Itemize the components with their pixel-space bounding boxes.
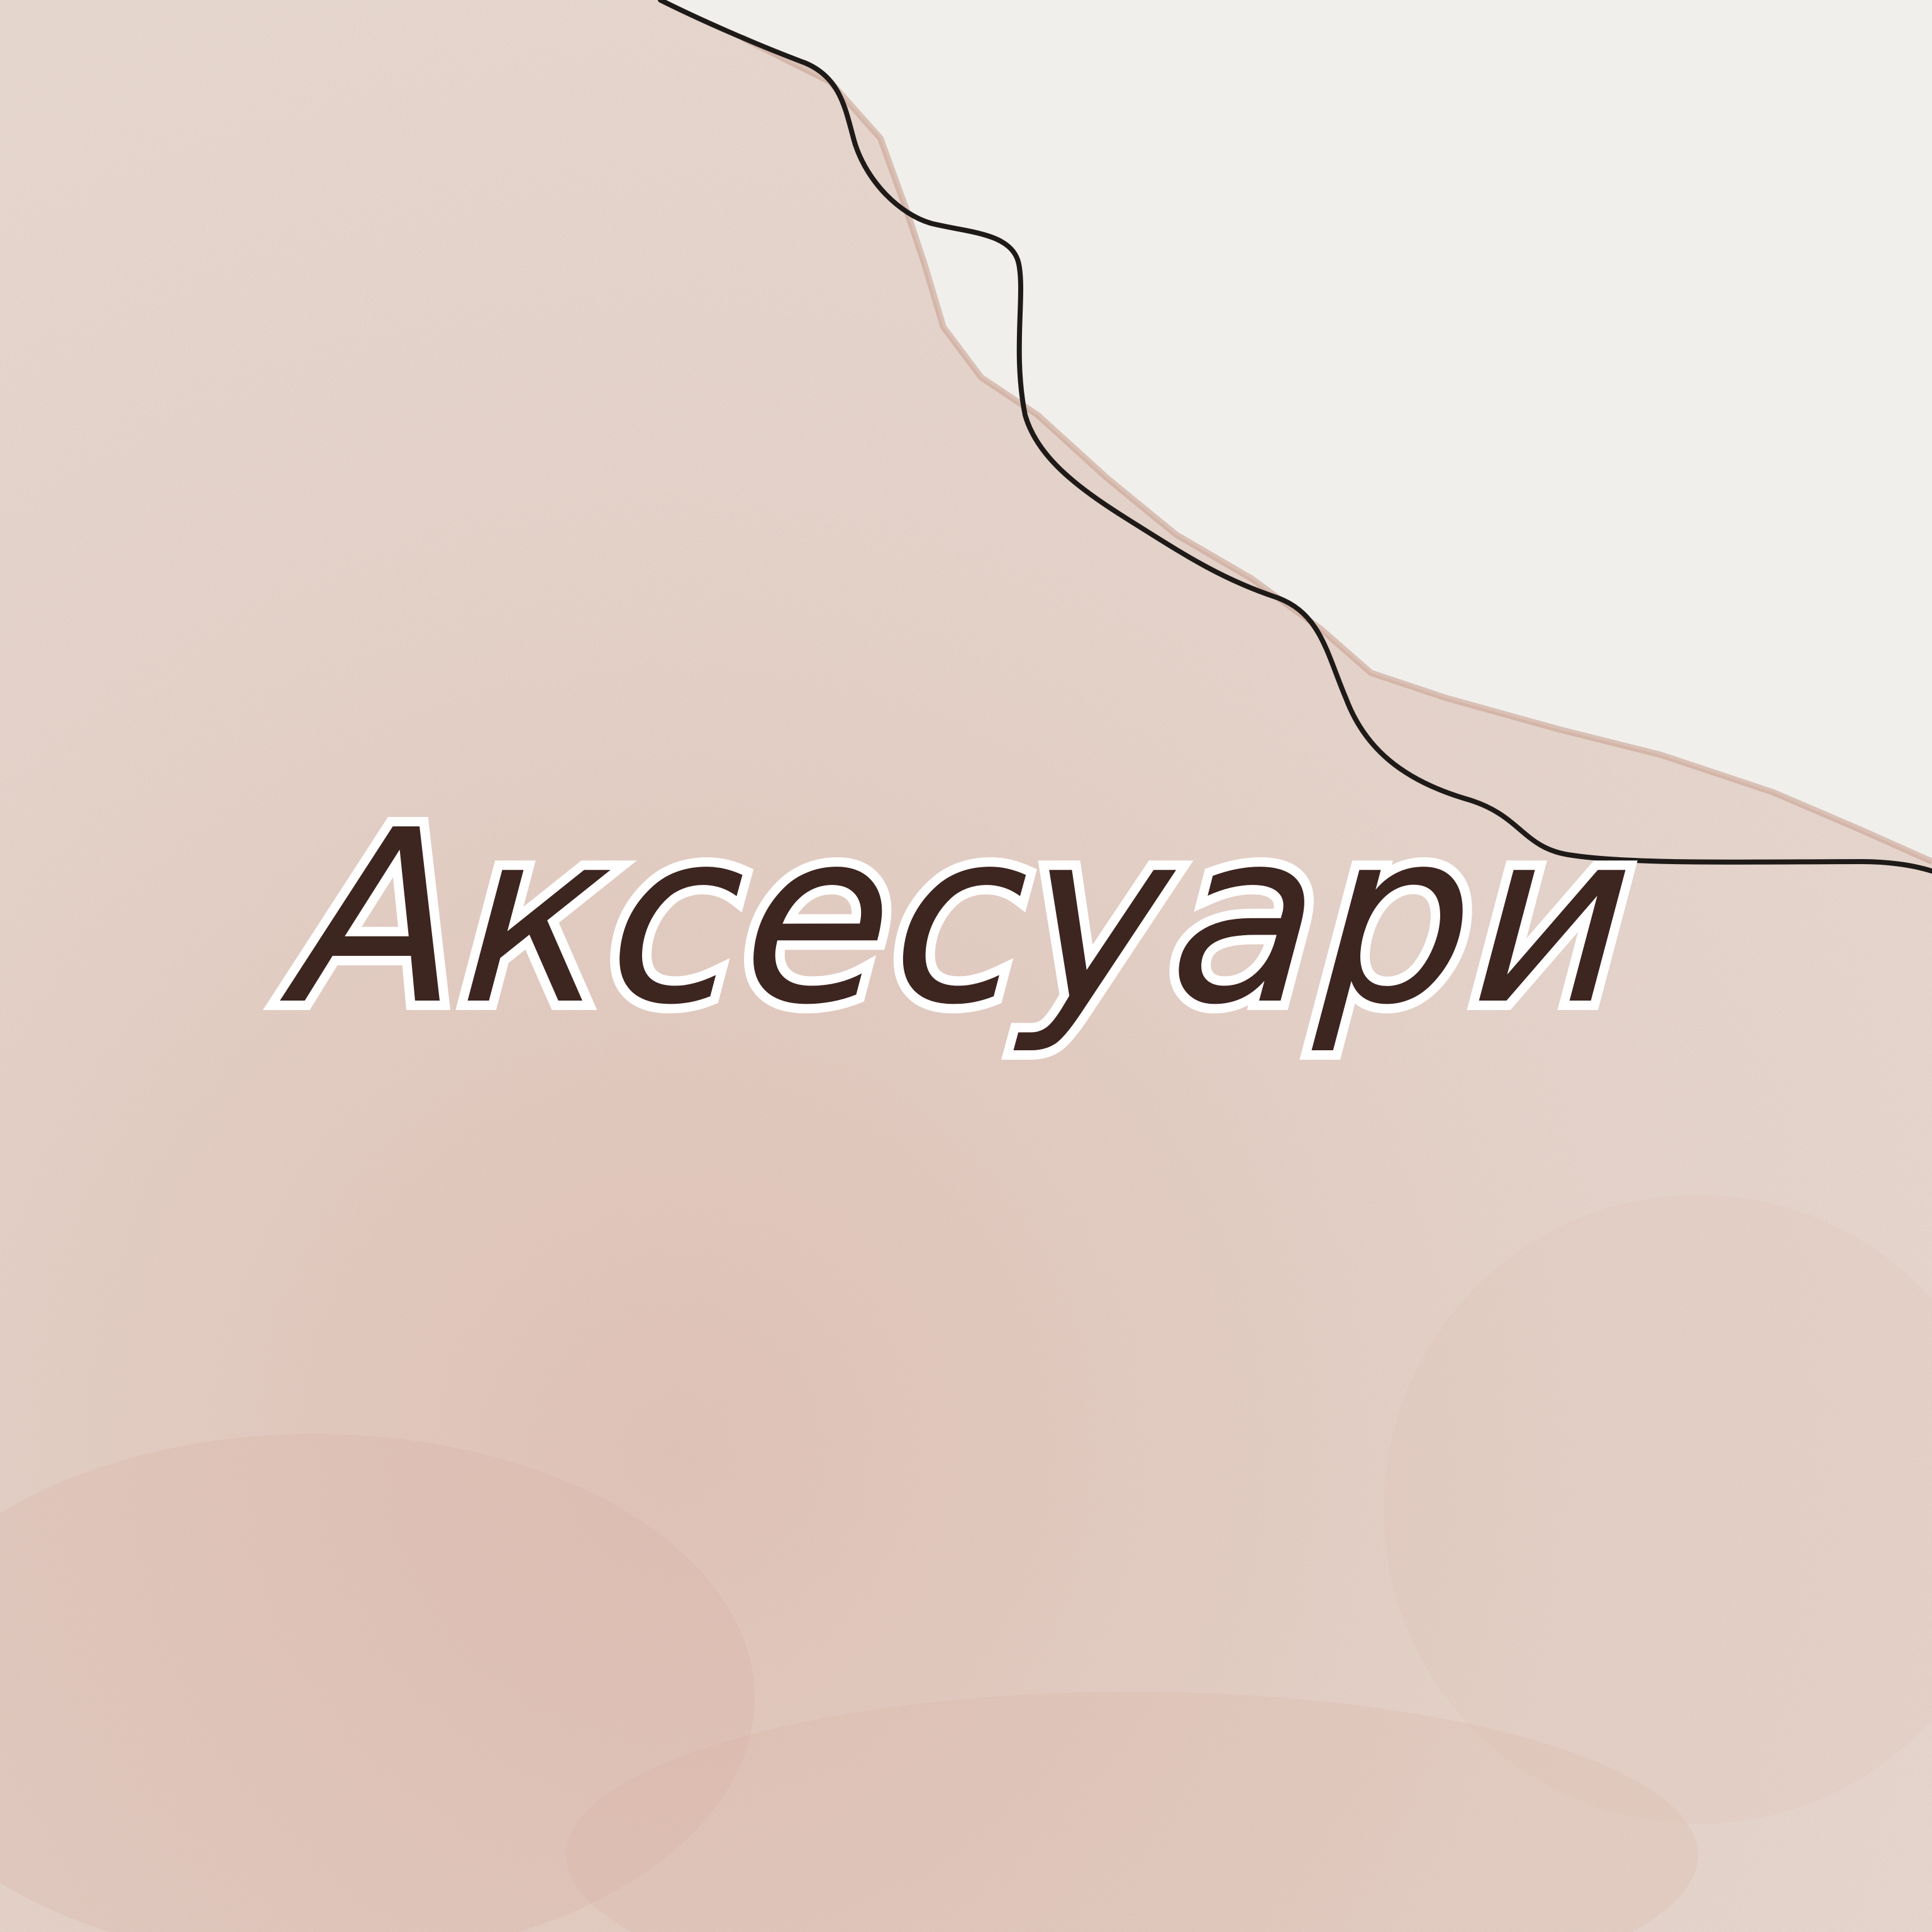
page-title: Аксесуари [289, 779, 1644, 1057]
